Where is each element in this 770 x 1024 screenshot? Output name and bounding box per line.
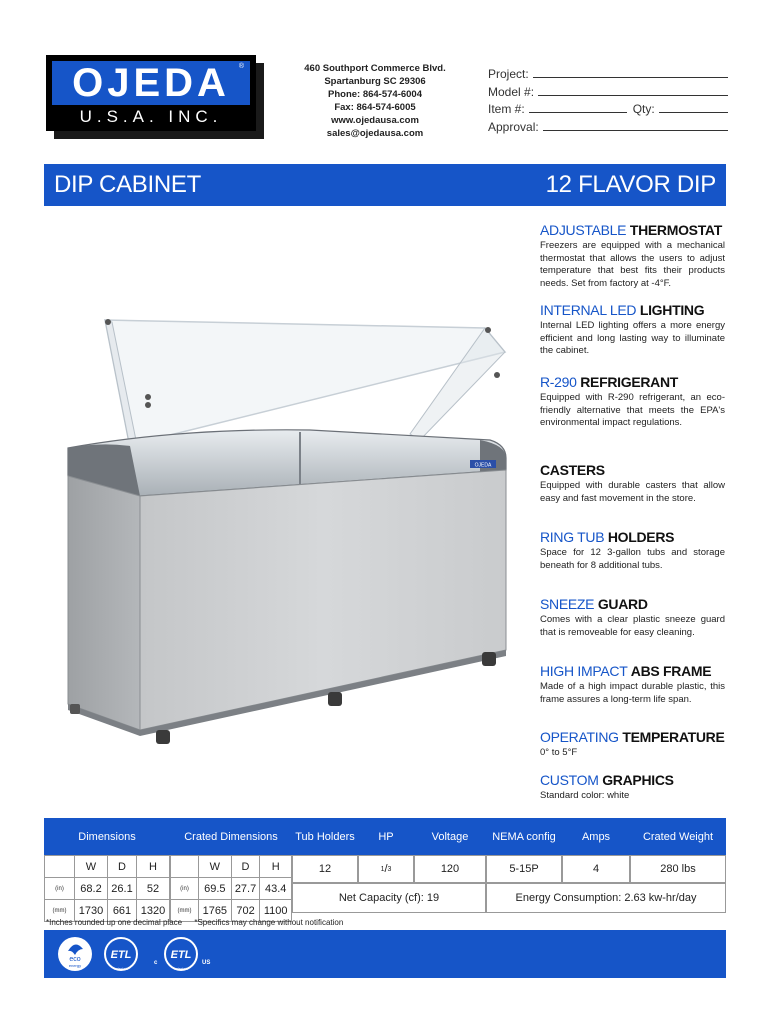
cert-us-label: US bbox=[202, 960, 211, 966]
logo-trademark: ® bbox=[238, 63, 244, 70]
project-label: Project: bbox=[488, 67, 529, 81]
blank-cell bbox=[45, 856, 75, 878]
unit-mm: (mm) bbox=[171, 900, 199, 922]
caster bbox=[482, 652, 496, 666]
unit-mm: (mm) bbox=[45, 900, 75, 922]
etl-label: ETL bbox=[170, 949, 192, 961]
header-voltage: Voltage bbox=[431, 830, 469, 843]
feature-desc: Space for 12 3-gallon tubs and storage beneath for 8 additional tubs. bbox=[540, 547, 725, 571]
nema-value: 5-15P bbox=[486, 855, 562, 883]
energy-consumption: Energy Consumption: 2.63 kw-hr/day bbox=[486, 883, 726, 913]
address-fax: Fax: 864-574-6005 bbox=[334, 102, 416, 113]
certifications-footer bbox=[44, 930, 726, 978]
caster bbox=[156, 730, 170, 744]
crated-weight-value: 280 lbs bbox=[630, 855, 726, 883]
guard-bolt bbox=[494, 372, 500, 378]
ojeda-logo bbox=[46, 55, 264, 139]
crated-h-mm: 1100 bbox=[260, 900, 292, 922]
eco-energy-icon bbox=[56, 935, 94, 973]
project-form bbox=[488, 66, 728, 136]
feature-casters bbox=[540, 462, 725, 505]
footnotes bbox=[46, 918, 353, 927]
dim-w-in: 68.2 bbox=[75, 878, 108, 900]
feature-sneeze-guard bbox=[540, 596, 725, 639]
feature-ring-tub-holders bbox=[540, 529, 725, 572]
feature-desc: Standard color: white bbox=[540, 790, 630, 801]
eco-label: eco bbox=[69, 956, 81, 963]
crated-w-in: 69.5 bbox=[199, 878, 232, 900]
dimensions-table bbox=[44, 855, 170, 922]
feature-r290-refrigerant bbox=[540, 374, 725, 430]
crated-d-in: 27.7 bbox=[231, 878, 260, 900]
dim-h-mm: 1320 bbox=[137, 900, 170, 922]
etl-listed-icon bbox=[102, 935, 140, 973]
etl-label: ETL bbox=[110, 949, 132, 961]
product-category-title: DIP CABINET bbox=[54, 171, 201, 198]
col-h: H bbox=[137, 856, 170, 878]
dim-h-in: 52 bbox=[137, 878, 170, 900]
dim-d-mm: 661 bbox=[107, 900, 136, 922]
qty-field[interactable] bbox=[659, 101, 728, 113]
company-address bbox=[290, 62, 460, 140]
feature-title: ADJUSTABLE THERMOSTAT bbox=[540, 222, 722, 238]
hp-value: 1 / 3 bbox=[358, 855, 414, 883]
address-phone: Phone: 864-574-6004 bbox=[328, 89, 422, 100]
hp-numerator: 1 bbox=[380, 865, 385, 873]
address-web[interactable]: www.ojedausa.com bbox=[331, 115, 419, 126]
model-field[interactable] bbox=[538, 84, 728, 96]
form-row-model bbox=[488, 84, 728, 102]
qty-label: Qty: bbox=[632, 102, 655, 116]
col-d: D bbox=[231, 856, 260, 878]
tub-holders-value: 12 bbox=[292, 855, 358, 883]
caster bbox=[70, 704, 80, 714]
header-hp: HP bbox=[378, 830, 394, 843]
address-city: Spartanburg SC 29306 bbox=[324, 76, 426, 87]
spec-table-header bbox=[44, 818, 726, 856]
crated-w-mm: 1765 bbox=[199, 900, 232, 922]
feature-desc: Made of a high impact durable plastic, this frame assures a long-term life span. bbox=[540, 681, 725, 705]
header-crated-dimensions: Crated Dimensions bbox=[184, 830, 278, 843]
guard-bolt bbox=[145, 394, 151, 400]
voltage-value: 120 bbox=[414, 855, 486, 883]
feature-high-impact-abs-frame bbox=[540, 663, 725, 706]
eco-sublabel: energy bbox=[68, 963, 82, 968]
feature-title: OPERATING TEMPERATURE bbox=[540, 729, 725, 745]
table-row bbox=[171, 878, 292, 900]
net-capacity: Net Capacity (cf): 19 bbox=[292, 883, 486, 913]
col-d: D bbox=[107, 856, 136, 878]
header-amps: Amps bbox=[581, 830, 611, 843]
guard-bolt bbox=[105, 319, 111, 325]
model-label: Model #: bbox=[488, 84, 535, 99]
logo-box bbox=[46, 55, 256, 131]
item-label: Item #: bbox=[488, 102, 525, 116]
amps-value: 4 bbox=[562, 855, 630, 883]
caster bbox=[328, 692, 342, 706]
crated-h-in: 43.4 bbox=[260, 878, 292, 900]
cert-c-label: c bbox=[154, 960, 158, 966]
table-row bbox=[45, 856, 170, 878]
feature-custom-graphics bbox=[540, 772, 725, 803]
footnote-specifics: *Specifics may change without notification bbox=[194, 918, 344, 927]
feature-desc: Equipped with durable casters that allow easy and fast movement in the store. bbox=[540, 480, 725, 504]
intertek-label: Intertek bbox=[174, 966, 188, 971]
feature-internal-led-lighting bbox=[540, 302, 725, 358]
cabinet-side bbox=[68, 476, 140, 730]
dim-d-in: 26.1 bbox=[107, 878, 136, 900]
feature-adjustable-thermostat bbox=[540, 222, 725, 290]
header-nema: NEMA config bbox=[492, 830, 556, 843]
title-bar bbox=[44, 164, 726, 206]
logo-subline: U.S.A. INC. bbox=[79, 107, 223, 126]
guard-bolt bbox=[485, 327, 491, 333]
intertek-label: Intertek bbox=[114, 966, 128, 971]
table-row bbox=[171, 856, 292, 878]
feature-desc: Comes with a clear plastic sneeze guard that is removeable for easy cleaning. bbox=[540, 614, 725, 638]
feature-title: CUSTOM GRAPHICS bbox=[540, 772, 674, 788]
blank-cell bbox=[171, 856, 199, 878]
form-row-project bbox=[488, 66, 728, 84]
col-h: H bbox=[260, 856, 292, 878]
hp-denominator: 3 bbox=[387, 865, 392, 873]
approval-field[interactable] bbox=[543, 119, 728, 131]
product-name-title: 12 FLAVOR DIP bbox=[545, 171, 716, 198]
header-tub-holders: Tub Holders bbox=[295, 830, 355, 843]
header-crated-weight: Crated Weight bbox=[642, 830, 714, 843]
crated-dimensions-table bbox=[170, 855, 292, 922]
header-dimensions: Dimensions bbox=[78, 830, 136, 843]
item-field[interactable] bbox=[529, 101, 627, 113]
form-row-item bbox=[488, 101, 728, 119]
crated-d-mm: 702 bbox=[231, 900, 260, 922]
project-field[interactable] bbox=[533, 66, 728, 78]
feature-desc: Freezers are equipped with a mechanical thermostat that allows the users to adjust temperature that best fits their products needs. Set from factory at -4°F. bbox=[540, 240, 725, 289]
feature-operating-temperature bbox=[540, 729, 725, 760]
footnote-rounding: *Inches rounded up one decimal place bbox=[46, 918, 183, 927]
form-row-approval bbox=[488, 119, 728, 137]
guard-bolt bbox=[145, 402, 151, 408]
feature-title: RING TUB HOLDERS bbox=[540, 529, 675, 545]
col-w: W bbox=[199, 856, 232, 878]
unit-in: (in) bbox=[171, 878, 199, 900]
feature-title: CASTERS bbox=[540, 462, 605, 478]
logo-wordmark: OJEDA bbox=[52, 61, 250, 105]
etl-c-us-icon bbox=[162, 935, 200, 973]
address-street: 460 Southport Commerce Blvd. bbox=[304, 63, 446, 74]
dip-cabinet-image bbox=[60, 300, 530, 760]
address-email[interactable]: sales@ojedausa.com bbox=[326, 128, 424, 139]
feature-desc: Equipped with R-290 refrigerant, an eco-friendly alternative that meets the EPA's environmental impact regulations. bbox=[540, 392, 725, 428]
feature-title: SNEEZE GUARD bbox=[540, 596, 648, 612]
feature-title: R-290 REFRIGERANT bbox=[540, 374, 679, 390]
feature-title: INTERNAL LED LIGHTING bbox=[540, 302, 705, 318]
feature-title: HIGH IMPACT ABS FRAME bbox=[540, 663, 712, 679]
feature-desc: 0° to 5°F bbox=[540, 747, 578, 758]
cabinet-badge-text: OJEDA bbox=[474, 462, 492, 469]
col-w: W bbox=[75, 856, 108, 878]
feature-desc: Internal LED lighting offers a more energy efficient and long lasting way to illuminate the cabinet. bbox=[540, 320, 725, 356]
approval-label: Approval: bbox=[488, 119, 539, 134]
dim-w-mm: 1730 bbox=[75, 900, 108, 922]
unit-in: (in) bbox=[45, 878, 75, 900]
table-row bbox=[45, 878, 170, 900]
